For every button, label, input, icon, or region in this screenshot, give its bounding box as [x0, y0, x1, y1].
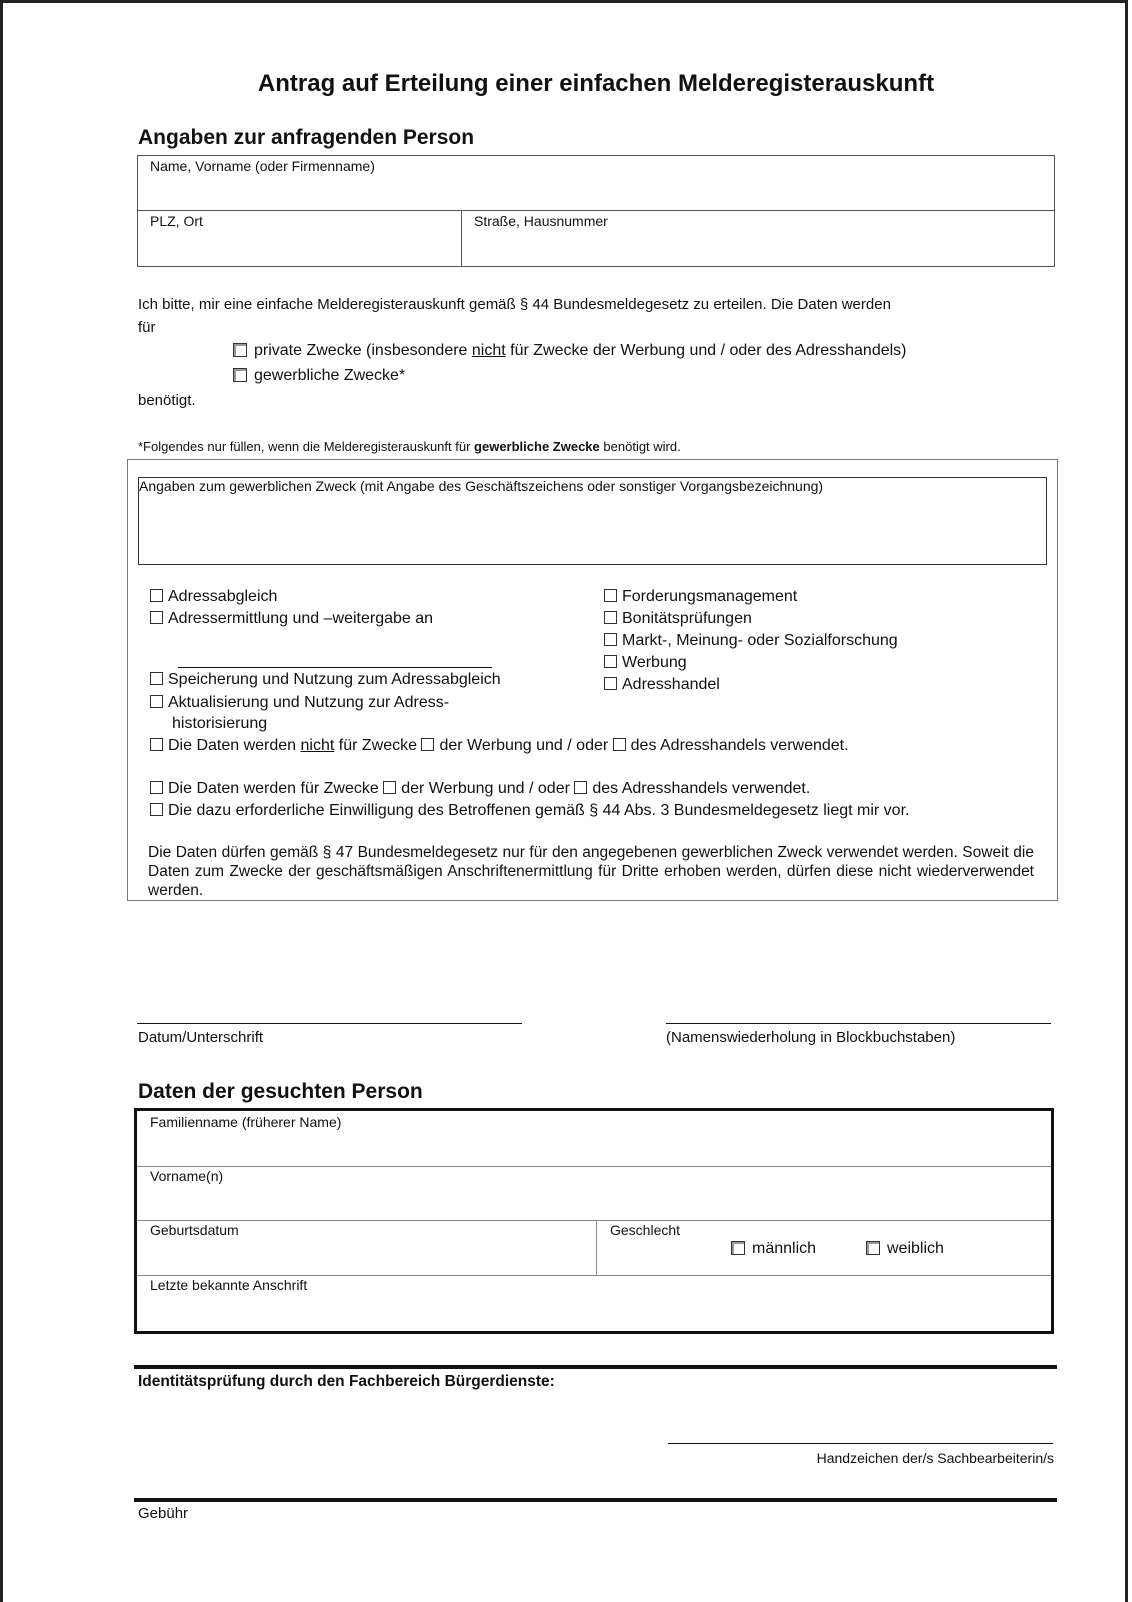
request-line-1: Ich bitte, mir eine einfache Melderegisterauskunft gemäß § 44 Bundesmeldegesetz zu erteilen. Die Daten werden	[138, 296, 891, 313]
fee-label: Gebühr	[138, 1505, 189, 1522]
private-checkbox[interactable]	[233, 343, 247, 357]
option-speicherung[interactable]: Speicherung und Nutzung zum Adressabgleich	[150, 671, 501, 689]
gender-label: Geschlecht	[610, 1222, 681, 1238]
name-field-label: Name, Vorname (oder Firmenname)	[150, 158, 375, 174]
block-letters-label: (Namenswiederholung in Blockbuchstaben)	[666, 1029, 956, 1046]
section-heading-searched: Daten der gesuchten Person	[138, 1080, 423, 1103]
checkbox[interactable]	[150, 695, 163, 708]
last-address-field[interactable]	[140, 1297, 1048, 1329]
option-aktualisierung[interactable]: Aktualisierung und Nutzung zur Adress-	[150, 694, 449, 712]
family-name-label: Familienname (früherer Name)	[150, 1114, 342, 1130]
option-adressermittlung[interactable]: Adressermittlung und –weitergabe an	[150, 610, 433, 628]
first-name-field[interactable]	[140, 1188, 1048, 1218]
checkbox[interactable]	[604, 677, 617, 690]
checkbox[interactable]	[604, 655, 617, 668]
checkbox[interactable]	[150, 589, 163, 602]
first-name-label: Vorname(n)	[150, 1168, 224, 1184]
section-heading-requester: Angaben zur anfragenden Person	[138, 126, 475, 149]
adressermittlung-blank-line[interactable]	[178, 667, 492, 668]
option-used[interactable]: Die Daten werden für Zwecke der Werbung und / oder des Adresshandels verwendet.	[150, 780, 810, 798]
family-name-field[interactable]	[140, 1134, 1048, 1164]
checkbox[interactable]	[150, 611, 163, 624]
requester-divider	[137, 210, 1055, 211]
street-field-label: Straße, Hausnummer	[474, 213, 608, 229]
option-adresshandel[interactable]: Adresshandel	[604, 676, 720, 694]
male-checkbox[interactable]	[731, 1241, 745, 1255]
purpose-label: Angaben zum gewerblichen Zweck (mit Angabe des Geschäftszeichens oder sonstiger Vorgangsbezeichnung)	[139, 478, 824, 494]
legal-paragraph: Die Daten dürfen gemäß § 47 Bundesmeldegesetz nur für den angegebenen gewerblichen Zweck verwendet werden. Soweit die Daten zum Zwecke der geschäftsmäßigen Anschriftenermittlung für Dritte erhoben werden, dürfen diese nicht wiederverwendet werden.	[148, 844, 1034, 899]
option-adressabgleich[interactable]: Adressabgleich	[150, 588, 277, 606]
checkbox[interactable]	[150, 781, 163, 794]
werbung-checkbox[interactable]	[421, 738, 434, 751]
option-commercial[interactable]: gewerbliche Zwecke*	[233, 367, 405, 385]
checkbox[interactable]	[150, 738, 163, 751]
werbung-checkbox[interactable]	[383, 781, 396, 794]
needed-text: benötigt.	[138, 392, 196, 409]
gender-female-option[interactable]: weiblich	[866, 1240, 944, 1258]
birthdate-field[interactable]	[140, 1242, 592, 1272]
divider-3	[137, 1275, 1051, 1276]
birthdate-label: Geburtsdatum	[150, 1222, 239, 1238]
female-checkbox[interactable]	[866, 1241, 880, 1255]
blockletters-line[interactable]	[666, 1023, 1051, 1024]
form-title: Antrag auf Erteilung einer einfachen Melderegisterauskunft	[257, 70, 935, 97]
identity-top-rule	[134, 1365, 1057, 1369]
last-address-label: Letzte bekannte Anschrift	[150, 1277, 308, 1293]
vdivider-birth	[596, 1220, 597, 1275]
checkbox[interactable]	[604, 589, 617, 602]
option-forderung[interactable]: Forderungsmanagement	[604, 588, 797, 606]
checkbox[interactable]	[150, 672, 163, 685]
adresshandel-checkbox[interactable]	[613, 738, 626, 751]
request-line-2: für	[138, 319, 156, 336]
signature-line[interactable]	[137, 1023, 522, 1024]
divider-1	[137, 1166, 1051, 1167]
footnote: *Folgendes nur füllen, wenn die Melderegisterauskunft für gewerbliche Zwecke benötigt wird.	[138, 439, 681, 454]
plz-field-label: PLZ, Ort	[150, 213, 203, 229]
date-signature-label: Datum/Unterschrift	[138, 1029, 264, 1046]
fee-top-rule	[134, 1498, 1057, 1502]
clerk-label: Handzeichen der/s Sachbearbeiterin/s	[816, 1450, 1054, 1466]
option-markt[interactable]: Markt-, Meinung- oder Sozialforschung	[604, 632, 898, 650]
option-consent[interactable]: Die dazu erforderliche Einwilligung des Betroffenen gemäß § 44 Abs. 3 Bundesmeldegesetz liegt mir vor.	[150, 802, 909, 820]
commercial-checkbox[interactable]	[233, 368, 247, 382]
divider-2	[137, 1220, 1051, 1221]
option-not-used[interactable]: Die Daten werden nicht für Zwecke der Werbung und / oder des Adresshandels verwendet.	[150, 737, 849, 755]
option-private[interactable]: private Zwecke (insbesondere nicht für Zwecke der Werbung und / oder des Adresshandels)	[233, 342, 907, 360]
option-bonitaet[interactable]: Bonitätsprüfungen	[604, 610, 752, 628]
gender-male-option[interactable]: männlich	[731, 1240, 816, 1258]
option-aktualisierung-cont: historisierung	[172, 715, 268, 732]
checkbox[interactable]	[604, 633, 617, 646]
name-field[interactable]	[140, 178, 1052, 208]
option-werbung[interactable]: Werbung	[604, 654, 687, 672]
clerk-signature-line[interactable]	[668, 1443, 1053, 1444]
street-field[interactable]	[465, 233, 1051, 263]
checkbox[interactable]	[150, 803, 163, 816]
identity-heading: Identitätsprüfung durch den Fachbereich Bürgerdienste:	[138, 1373, 555, 1390]
plz-field[interactable]	[140, 233, 458, 263]
requester-vdivider	[461, 210, 462, 267]
checkbox[interactable]	[604, 611, 617, 624]
adresshandel-checkbox[interactable]	[574, 781, 587, 794]
